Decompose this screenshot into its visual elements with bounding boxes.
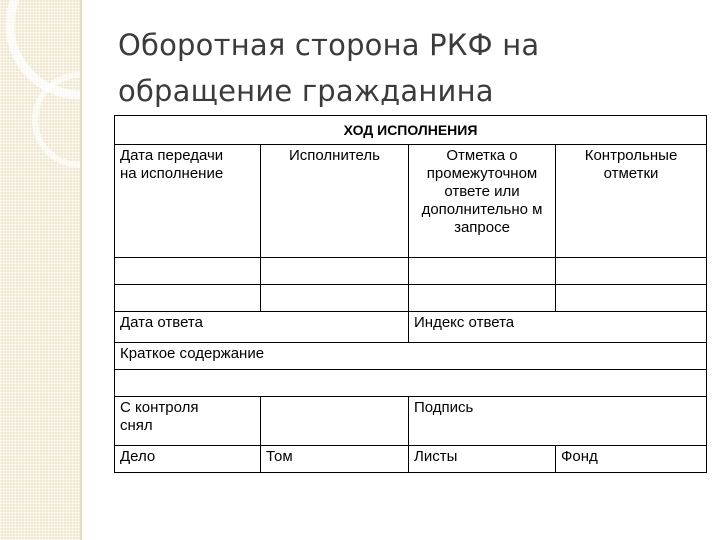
case-cell: Дело [115,446,261,473]
answer-date-cell: Дата ответа [115,312,409,343]
empty-cell [556,258,707,285]
sidebar-divider [80,0,82,540]
page-title: Оборотная сторона РКФ на обращение гражданина [118,28,540,108]
empty-cell [261,285,409,312]
fund-cell: Фонд [556,446,707,473]
empty-cell [556,285,707,312]
column-transfer-date: Дата передачи на исполнение [115,145,261,258]
table-header: ХОД ИСПОЛНЕНИЯ [115,116,707,145]
column-executor: Исполнитель [261,145,409,258]
registration-card-table [114,115,707,473]
sheets-cell: Листы [409,446,556,473]
empty-cell [115,258,261,285]
column-intermediate-mark: Отметка о промежуточном ответе или дополнительно м запросе [409,145,556,258]
empty-cell [409,258,556,285]
summary-cell: Краткое содержание [115,343,707,370]
decorative-sidebar [0,0,80,540]
signature-cell: Подпись [409,397,707,446]
empty-cell [261,258,409,285]
decorative-arcs [0,0,80,540]
answer-index-cell: Индекс ответа [409,312,707,343]
summary-empty-cell [115,370,707,397]
volume-cell: Том [261,446,409,473]
empty-cell [115,285,261,312]
table-row [115,258,707,285]
removed-from-control-cell: С контроля снял [115,397,261,446]
empty-cell [261,397,409,446]
empty-cell [409,285,556,312]
table-row [115,285,707,312]
column-control-marks: Контрольные отметки [556,145,707,258]
